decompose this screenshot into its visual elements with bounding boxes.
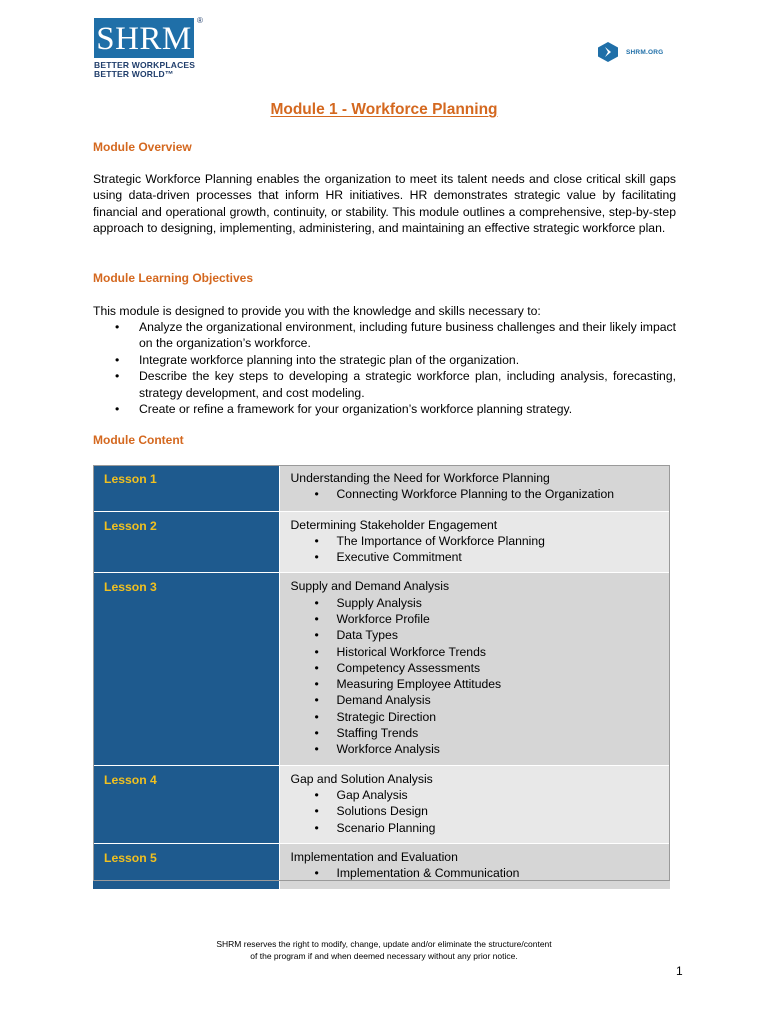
lesson-title: Understanding the Need for Workforce Planning	[290, 471, 550, 485]
shrm-logo	[94, 18, 206, 79]
objective-item: • Create or refine a framework for your organization’s workforce planning strategy.	[93, 401, 676, 417]
topic-item: • Workforce Profile	[291, 611, 671, 627]
lesson-label: Lesson 4	[93, 765, 279, 843]
lesson-row	[93, 465, 670, 511]
topic-item: • Gap Analysis	[291, 787, 671, 803]
shrm-logo-box	[94, 18, 194, 58]
overview-heading: Module Overview	[93, 140, 192, 154]
topic-list	[291, 486, 671, 502]
topic-item: • Workforce Analysis	[291, 741, 671, 757]
topic-item: • Historical Workforce Trends	[291, 644, 671, 660]
topic-item: • Scenario Planning	[291, 820, 671, 836]
topic-list	[291, 595, 671, 758]
footer-disclaimer	[0, 938, 768, 962]
topic-item: • The Importance of Workforce Planning	[291, 533, 671, 549]
lesson-table	[93, 465, 670, 890]
shrm-org-link[interactable]	[596, 41, 663, 63]
lesson-title: Supply and Demand Analysis	[290, 579, 450, 594]
lesson-content	[279, 511, 670, 573]
lesson-content	[279, 465, 670, 511]
lesson-title: Gap and Solution Analysis	[290, 771, 433, 786]
objectives-intro: This module is designed to provide you with the knowledge and skills necessary to:	[93, 304, 541, 318]
topic-list	[291, 865, 671, 881]
topic-item: • Measuring Employee Attitudes	[291, 676, 671, 692]
topic-item: • Strategic Direction	[291, 709, 671, 725]
logo-tagline	[94, 61, 206, 79]
lesson-row	[93, 511, 670, 573]
topic-item: • Staffing Trends	[291, 725, 671, 741]
lesson-label: Lesson 1	[93, 465, 279, 511]
lesson-title: Determining Stakeholder Engagement	[290, 517, 498, 532]
topic-item: • Connecting Workforce Planning to the Organization	[291, 486, 671, 502]
page-number: 1	[676, 964, 683, 978]
topic-item: • Competency Assessments	[291, 660, 671, 676]
topic-item: • Data Types	[291, 627, 671, 643]
topic-item: • Demand Analysis	[291, 692, 671, 708]
topic-list	[291, 533, 671, 566]
logo-text: SHRM	[96, 21, 192, 57]
footer-line-2: of the program if and when deemed necessary without any prior notice.	[250, 951, 518, 961]
registered-mark: ®	[197, 16, 203, 25]
tagline-line-2: BETTER WORLD™	[94, 69, 174, 79]
topic-item: • Executive Commitment	[291, 549, 671, 565]
objective-item: • Integrate workforce planning into the strategic plan of the organization.	[93, 352, 676, 368]
topic-item: • Supply Analysis	[291, 595, 671, 611]
objective-item: • Analyze the organizational environment, including future business challenges and their likely impact on the organization’s workforce.	[93, 319, 676, 352]
lesson-content	[279, 765, 670, 843]
lesson-title: Implementation and Evaluation	[290, 849, 458, 864]
lesson-content	[279, 573, 670, 765]
lesson-row	[93, 573, 670, 765]
page-title: Module 1 - Workforce Planning	[270, 101, 498, 118]
content-heading: Module Content	[93, 433, 184, 447]
objectives-heading: Module Learning Objectives	[93, 271, 254, 285]
shrm-chevron-icon	[596, 41, 620, 63]
lesson-label: Lesson 5	[93, 843, 279, 889]
shrm-org-text[interactable]: SHRM.ORG	[626, 48, 664, 56]
lesson-row	[93, 765, 670, 843]
topic-list	[291, 787, 671, 836]
lesson-content	[279, 843, 670, 889]
footer-line-1: SHRM reserves the right to modify, change, update and/or eliminate the structure/content	[216, 939, 552, 949]
topic-item: • Solutions Design	[291, 803, 671, 819]
overview-body: Strategic Workforce Planning enables the organization to meet its talent needs and close critical skill gaps using data-driven processes that inform HR initiatives. HR demonstrates strategic value by facilitating financial and operational growth, continuity, or stability. This module outlines a comprehensive, step-by-step approach to designing, implementing, administering, and maintaining an effective strategic workforce plan.	[93, 172, 676, 236]
objective-item: • Describe the key steps to developing a strategic workforce plan, including analysis, forecasting, strategy development, and cost modeling.	[93, 368, 676, 401]
lesson-row	[93, 843, 670, 889]
lesson-label: Lesson 2	[93, 511, 279, 573]
lesson-label: Lesson 3	[93, 573, 279, 765]
topic-item: • Implementation & Communication	[291, 865, 671, 881]
objectives-list	[93, 319, 676, 417]
tagline-line-1: BETTER WORKPLACES	[94, 60, 196, 70]
